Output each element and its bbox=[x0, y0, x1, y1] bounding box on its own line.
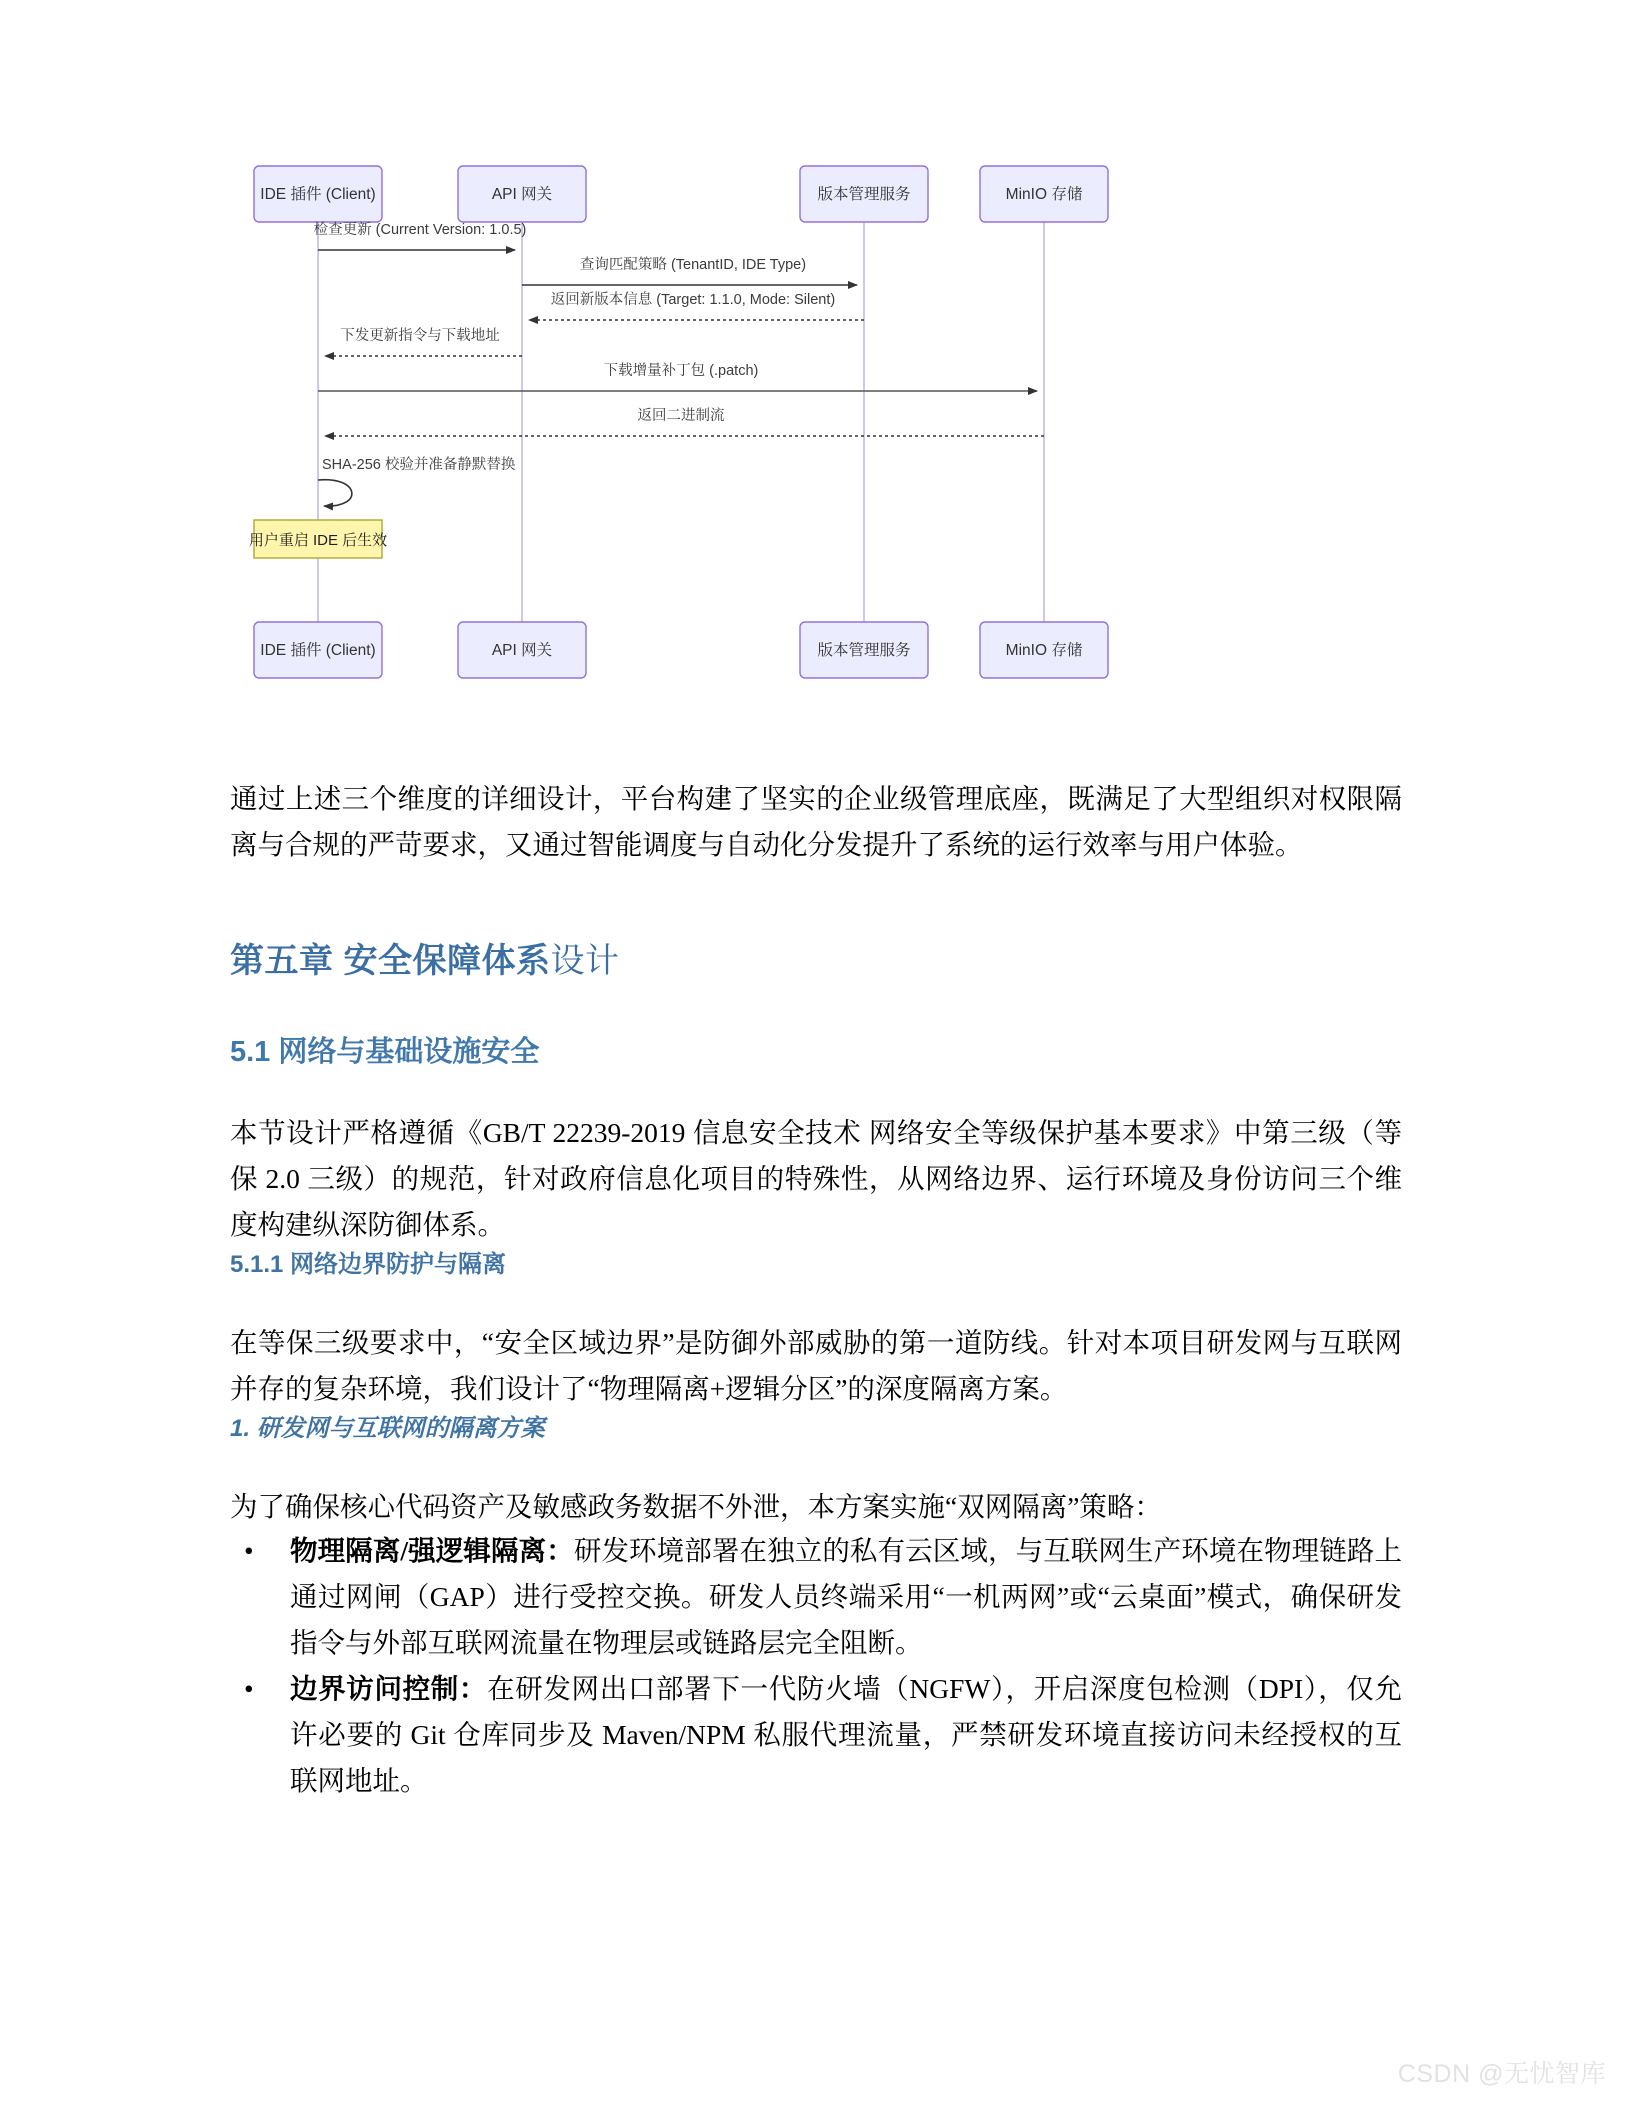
message-7-label: SHA-256 校验并准备静默替换 bbox=[322, 457, 516, 473]
message-2-label: 查询匹配策略 (TenantID, IDE Type) bbox=[579, 257, 807, 273]
actor-box-minio-bottom bbox=[980, 622, 1108, 678]
note-box bbox=[249, 520, 387, 558]
message-7-self-loop bbox=[318, 455, 516, 506]
actor-box-ide-top bbox=[254, 166, 382, 222]
chapter-title-strong: 第五章 安全保障体系 bbox=[230, 942, 551, 980]
bullet-text: 在研发网出口部署下一代防火墙（NGFW），开启深度包检测（DPI），仅允许必要的 Git 仓库同步及 Maven/NPM 私服代理流量，严禁研发环境直接访问未经授权的互联网地址。 bbox=[290, 1673, 1403, 1796]
actor-label-ide-bottom: IDE 插件 (Client) bbox=[260, 642, 376, 659]
bullet-list bbox=[230, 1528, 1402, 1804]
item-heading-1: 1. 研发网与互联网的隔离方案 bbox=[230, 1415, 545, 1442]
actor-label-minio-bottom: MinIO 存储 bbox=[1005, 642, 1083, 659]
bullet-text: 研发环境部署在独立的私有云区域，与互联网生产环境在物理链路上通过网闸（GAP）进行受控交换。研发人员终端采用“一机两网”或“云桌面”模式，确保研发指令与外部互联网流量在物理层或链路层完全阻断。 bbox=[290, 1535, 1403, 1658]
csdn-watermark: CSDN @无忧智库 bbox=[1397, 2060, 1606, 2088]
actor-label-version: 版本管理服务 bbox=[817, 186, 911, 203]
message-3-label: 返回新版本信息 (Target: 1.1.0, Mode: Silent) bbox=[550, 292, 836, 308]
actor-box-gateway-bottom bbox=[458, 622, 586, 678]
message-5 bbox=[318, 362, 1037, 391]
message-1-label: 检查更新 (Current Version: 1.0.5) bbox=[313, 222, 527, 238]
bullet-lead: 物理隔离/强逻辑隔离： bbox=[290, 1535, 574, 1566]
actor-box-version-bottom bbox=[800, 622, 928, 678]
note-label: 用户重启 IDE 后生效 bbox=[248, 532, 388, 549]
actor-label-version-bottom: 版本管理服务 bbox=[817, 642, 911, 659]
bullet-lead: 边界访问控制： bbox=[290, 1673, 488, 1704]
section-heading-5-1: 5.1 网络与基础设施安全 bbox=[230, 1036, 540, 1068]
list-item bbox=[230, 1666, 1402, 1804]
sequence-diagram bbox=[232, 150, 1242, 710]
bullet-marker: • bbox=[244, 1673, 254, 1704]
chapter-title-light: 设计 bbox=[550, 942, 620, 980]
paragraph-item-1-body: 为了确保核心代码资产及敏感政务数据不外泄，本方案实施“双网隔离”策略： bbox=[230, 1490, 1162, 1522]
bullet-marker: • bbox=[244, 1535, 254, 1566]
actor-label-gateway: API 网关 bbox=[491, 186, 553, 203]
paragraph-5-1-1-body: 在等保三级要求中，“安全区域边界”是防御外部威胁的第一道防线。针对本项目研发网与互联网并存的复杂环境，我们设计了“物理隔离+逻辑分区”的深度隔离方案。 bbox=[230, 1326, 1402, 1404]
message-6-label: 返回二进制流 bbox=[637, 408, 725, 424]
actor-label-gateway-bottom: API 网关 bbox=[491, 642, 553, 659]
actor-box-version-top bbox=[800, 166, 928, 222]
paragraph-intro: 通过上述三个维度的详细设计，平台构建了坚实的企业级管理底座，既满足了大型组织对权限隔离与合规的严苛要求，又通过智能调度与自动化分发提升了系统的运行效率与用户体验。 bbox=[230, 782, 1402, 860]
message-5-label: 下载增量补丁包 (.patch) bbox=[603, 363, 759, 379]
message-6 bbox=[325, 407, 1044, 436]
paragraph-5-1-body: 本节设计严格遵循《GB/T 22239-2019 信息安全技术 网络安全等级保护基本要求》中第三级（等保 2.0 三级）的规范，针对政府信息化项目的特殊性，从网络边界、运行环境及身份访问三个维度构建纵深防御体系。 bbox=[230, 1116, 1402, 1240]
actor-box-gateway-top bbox=[458, 166, 586, 222]
message-4 bbox=[325, 327, 522, 356]
message-2 bbox=[522, 256, 857, 285]
list-item bbox=[230, 1528, 1402, 1666]
actor-label-ide: IDE 插件 (Client) bbox=[260, 186, 376, 203]
page-title-chapter-5 bbox=[230, 938, 619, 984]
message-4-label: 下发更新指令与下载地址 bbox=[340, 328, 500, 344]
actor-label-minio: MinIO 存储 bbox=[1005, 186, 1083, 203]
message-1 bbox=[314, 220, 527, 250]
actor-box-ide-bottom bbox=[254, 622, 382, 678]
actor-box-minio-top bbox=[980, 166, 1108, 222]
message-3 bbox=[529, 291, 864, 320]
section-heading-5-1-1: 5.1.1 网络边界防护与隔离 bbox=[230, 1251, 507, 1278]
